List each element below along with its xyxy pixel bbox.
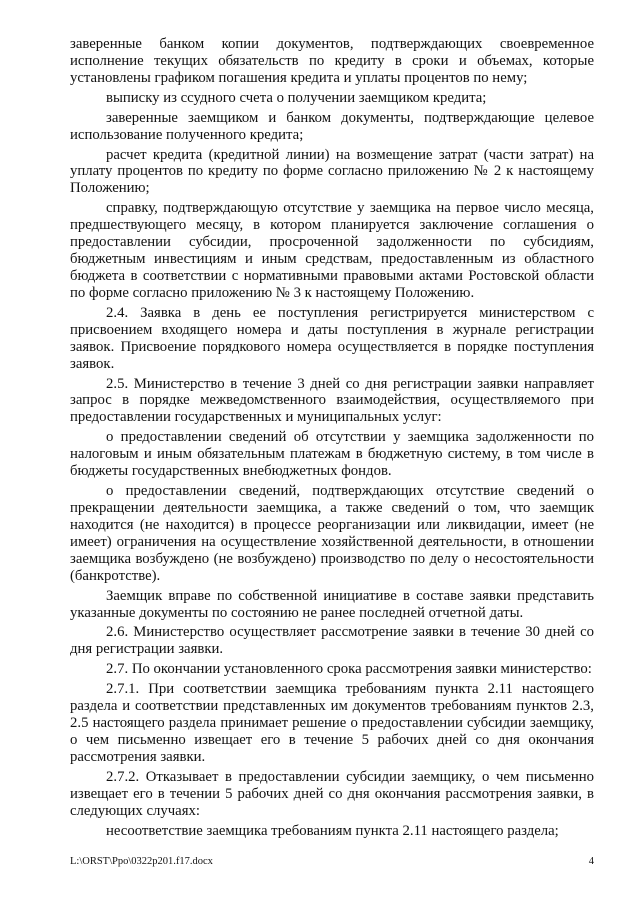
paragraph: выписку из ссудного счета о получении заемщиком кредита;: [106, 89, 487, 106]
paragraph: 2.7. По окончании установленного срока рассмотрения заявки министерство:: [106, 661, 592, 678]
paragraph: справку, подтверждающую отсутствие у заемщика на первое число месяца, предшествующего месяцу, в котором планируется заключение соглашения о предоставлении субсидии, просроченной задолженности по субсидиям, бюджетным инвестициям и иным средствам, предоставленным из областного бюджета в соответствии с нормативными правовыми актами Ростовской области по форме согласно приложению № 3 к настоящему Положению.: [70, 200, 594, 301]
paragraph: 2.4. Заявка в день ее поступления регистрируется министерством с присвоением входящего номера и даты поступления в журнале регистрации заявок. Присвоение порядкового номера осуществляется в порядке поступления заявок.: [70, 304, 594, 372]
paragraph: 2.7.2. Отказывает в предоставлении субсидии заемщику, о чем письменно извещает его в течении 5 рабочих дней со дня окончания рассмотрения заявки, в следующих случаях:: [70, 768, 594, 819]
paragraph: несоответствие заемщика требованиям пункта 2.11 настоящего раздела;: [106, 822, 559, 839]
paragraph: Заемщик вправе по собственной инициативе в составе заявки представить указанные документы по состоянию не ранее последней отчетной даты.: [70, 587, 594, 621]
paragraph: заверенные банком копии документов, подтверждающих своевременное исполнение текущих обязательств по кредиту в сроки и объемах, которые установлены графиком погашения кредита и уплаты процентов по нему;: [70, 36, 594, 86]
paragraph: о предоставлении сведений об отсутствии у заемщика задолженности по налоговым и иным обязательным платежам в бюджетную систему, в том числе в бюджеты государственных внебюджетных фондов.: [70, 429, 594, 480]
page-number: 4: [588, 856, 594, 867]
paragraph: 2.5. Министерство в течение 3 дней со дня регистрации заявки направляет запрос в порядке межведомственного взаимодействия, осуществляемого при предоставлении государственных и муниципальных услуг:: [70, 375, 594, 426]
paragraph: 2.6. Министерство осуществляет рассмотрение заявки в течение 30 дней со дня регистрации заявки.: [70, 624, 594, 658]
paragraph: 2.7.1. При соответствии заемщика требованиям пункта 2.11 настоящего раздела и соответствии представленных им документов требованиям пунктов 2.3, 2.5 настоящего раздела принимает решение о предоставлении субсидии заемщику, о чем письменно извещает его в течение 5 рабочих дней со дня окончания рассмотрения заявки.: [70, 681, 594, 765]
paragraph: о предоставлении сведений, подтверждающих отсутствие сведений о прекращении деятельности заемщика, а также сведений о том, что заемщик находится (не находится) в процессе реорганизации или ликвидации, имеет (не имеет) ограничения на осуществление хозяйственной деятельности, в отношении заемщика возбуждено (не возбуждено) производство по делу о несостоятельности (банкротстве).: [70, 483, 594, 584]
paragraph: заверенные заемщиком и банком документы, подтверждающие целевое использование полученного кредита;: [70, 109, 594, 143]
document-body: [70, 36, 594, 842]
paragraph: расчет кредита (кредитной линии) на возмещение затрат (части затрат) на уплату процентов по кредиту по форме согласно приложению № 2 к настоящему Положению;: [70, 146, 594, 197]
footer-file-path: L:\ORST\Ppo\0322p201.f17.docx: [70, 856, 213, 867]
